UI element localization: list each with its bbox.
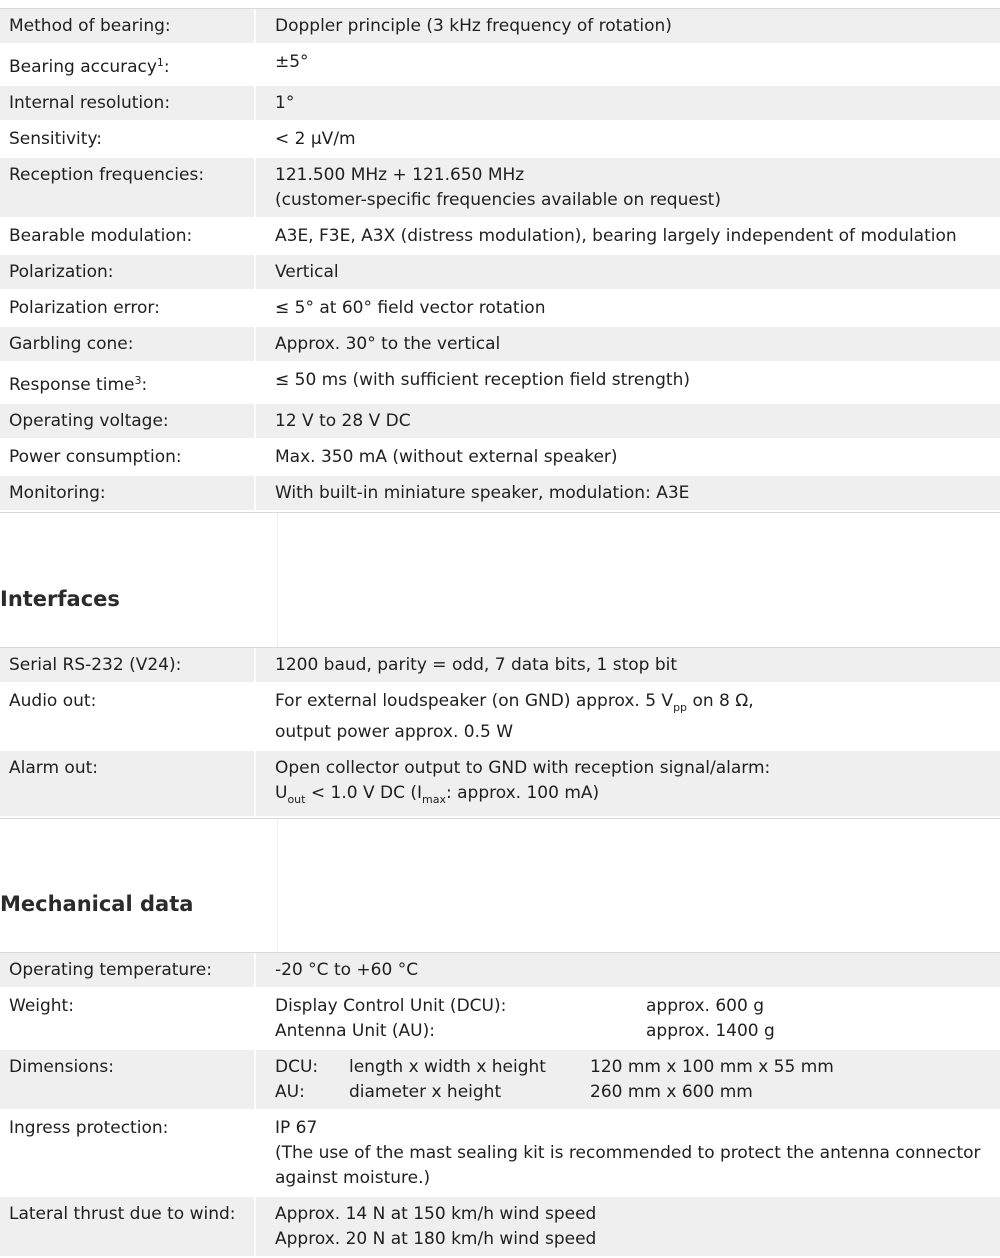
spec-row-audio-out [0, 684, 1000, 751]
spec-value [256, 751, 1000, 816]
column-divider [277, 513, 278, 647]
spec-label: Bearable modulation: [0, 219, 256, 253]
value-line: Open collector output to GND with reception signal/alarm: [275, 758, 771, 778]
spec-label: Lateral thrust due to wind: [0, 1197, 256, 1256]
spec-label: Method of bearing: [0, 9, 256, 43]
spec-value: -20 °C to +60 °C [275, 960, 419, 980]
spec-value: A3E, F3E, A3X (distress modulation), bearing largely independent of modulation [275, 226, 957, 246]
spec-label: Reception frequencies: [0, 158, 256, 217]
value-text: U [275, 783, 288, 803]
column-divider [277, 819, 278, 952]
dimension-line [275, 1080, 1000, 1105]
spec-label: Internal resolution: [0, 86, 256, 120]
spec-row-ingress-protection [0, 1111, 1000, 1197]
spec-label: Polarization: [0, 255, 256, 289]
weight-line [275, 994, 1000, 1019]
spec-value: 1200 baud, parity = odd, 7 data bits, 1 stop bit [275, 655, 678, 675]
spec-value: Vertical [275, 262, 339, 282]
spec-row-power-consumption [0, 440, 1000, 476]
spec-value: < 2 µV/m [275, 129, 356, 149]
spec-label: Weight: [0, 989, 256, 1048]
label-colon: : [163, 57, 170, 77]
spec-label: Polarization error: [0, 291, 256, 325]
spec-value [256, 1050, 1000, 1109]
section-heading-interfaces: Interfaces [0, 587, 120, 611]
spec-row-response-time [0, 363, 1000, 404]
subscript: max [422, 793, 446, 806]
footnote-marker: 1 [156, 56, 164, 69]
weight-item-value: approx. 600 g [646, 996, 765, 1016]
spec-row-alarm-out [0, 751, 1000, 818]
subscript: out [287, 793, 306, 806]
weight-item-value: approx. 1400 g [646, 1021, 775, 1041]
weight-item-name: Display Control Unit (DCU): [275, 996, 507, 1016]
spec-value [256, 1111, 1000, 1195]
mechanical-heading-area [0, 819, 1000, 952]
general-specs-table [0, 9, 1000, 512]
spec-row-sensitivity [0, 122, 1000, 158]
dimension-value: 260 mm x 600 mm [590, 1082, 753, 1102]
spec-label: Power consumption: [0, 440, 256, 474]
spec-value: ≤ 5° at 60° field vector rotation [275, 298, 546, 318]
spec-value: With built-in miniature speaker, modulation: A3E [275, 483, 690, 503]
spec-label: Dimensions: [0, 1050, 256, 1109]
spec-value: ≤ 50 ms (with sufficient reception field strength) [275, 370, 691, 390]
spec-row-reception-frequencies [0, 158, 1000, 219]
value-text: on 8 Ω, [687, 691, 754, 711]
spec-label: Monitoring: [0, 476, 256, 510]
spec-label: Audio out: [0, 684, 256, 749]
spec-row-polarization-error [0, 291, 1000, 327]
spec-label: Alarm out: [0, 751, 256, 816]
spec-label: Ingress protection: [0, 1111, 256, 1195]
spec-value: Max. 350 mA (without external speaker) [275, 447, 618, 467]
mechanical-table [0, 953, 1000, 1258]
spec-label [0, 363, 256, 402]
spec-label: Garbling cone: [0, 327, 256, 361]
footnote-marker: 3 [134, 374, 142, 387]
spec-value [256, 989, 1000, 1048]
dimension-unit: DCU: [275, 1057, 319, 1077]
value-text: For external loudspeaker (on GND) approx. 5 V [275, 691, 674, 711]
value-text: : approx. 100 mA) [445, 783, 600, 803]
value-line: Approx. 20 N at 180 km/h wind speed [275, 1229, 597, 1249]
value-line: (The use of the mast sealing kit is recommended to protect the antenna connector [275, 1143, 981, 1163]
dimension-value: 120 mm x 100 mm x 55 mm [590, 1057, 834, 1077]
spec-row-serial [0, 648, 1000, 684]
interfaces-heading-area [0, 513, 1000, 647]
spec-row-bearing-accuracy [0, 45, 1000, 86]
spec-row-polarization [0, 255, 1000, 291]
dimension-desc: diameter x height [349, 1082, 502, 1102]
spec-row-garbling-cone [0, 327, 1000, 363]
spec-label: Operating voltage: [0, 404, 256, 438]
spec-label: Sensitivity: [0, 122, 256, 156]
spec-value: 12 V to 28 V DC [275, 411, 411, 431]
spec-row-internal-resolution [0, 86, 1000, 122]
spec-row-bearable-modulation [0, 219, 1000, 255]
spec-value [256, 684, 1000, 749]
spec-row-monitoring [0, 476, 1000, 512]
value-line [275, 781, 1000, 812]
spec-label: Serial RS-232 (V24): [0, 648, 256, 682]
label-text: Response time [9, 375, 135, 395]
spec-value [256, 1197, 1000, 1256]
spec-label [0, 45, 256, 84]
value-line: against moisture.) [275, 1168, 431, 1188]
weight-item-name: Antenna Unit (AU): [275, 1021, 435, 1041]
spec-value [256, 158, 1000, 217]
label-colon: : [141, 375, 148, 395]
spec-value: Approx. 30° to the vertical [275, 334, 501, 354]
subscript: pp [673, 701, 688, 714]
dimension-line [275, 1055, 1000, 1080]
spec-row-lateral-thrust [0, 1197, 1000, 1258]
dimension-unit: AU: [275, 1082, 305, 1102]
section-heading-mechanical: Mechanical data [0, 892, 194, 916]
label-text: Bearing accuracy [9, 57, 157, 77]
spec-row-dimensions [0, 1050, 1000, 1111]
spec-label: Operating temperature: [0, 953, 256, 987]
spec-row-method-of-bearing [0, 9, 1000, 45]
interfaces-table [0, 648, 1000, 818]
spec-value: ±5° [275, 52, 309, 72]
spec-row-weight [0, 989, 1000, 1050]
value-line: output power approx. 0.5 W [275, 722, 514, 742]
weight-line [275, 1019, 1000, 1044]
value-line: (customer-specific frequencies available on request) [275, 190, 721, 210]
value-text: < 1.0 V DC (I [305, 783, 423, 803]
value-line: Approx. 14 N at 150 km/h wind speed [275, 1204, 597, 1224]
value-line: IP 67 [275, 1118, 318, 1138]
value-line: 121.500 MHz + 121.650 MHz [275, 165, 525, 185]
dimension-desc: length x width x height [349, 1057, 546, 1077]
spec-value: Doppler principle (3 kHz frequency of rotation) [275, 16, 672, 36]
value-line [275, 689, 1000, 720]
top-rule [0, 0, 1000, 9]
spec-row-operating-voltage [0, 404, 1000, 440]
spec-value: 1° [275, 93, 295, 113]
spec-row-operating-temperature [0, 953, 1000, 989]
